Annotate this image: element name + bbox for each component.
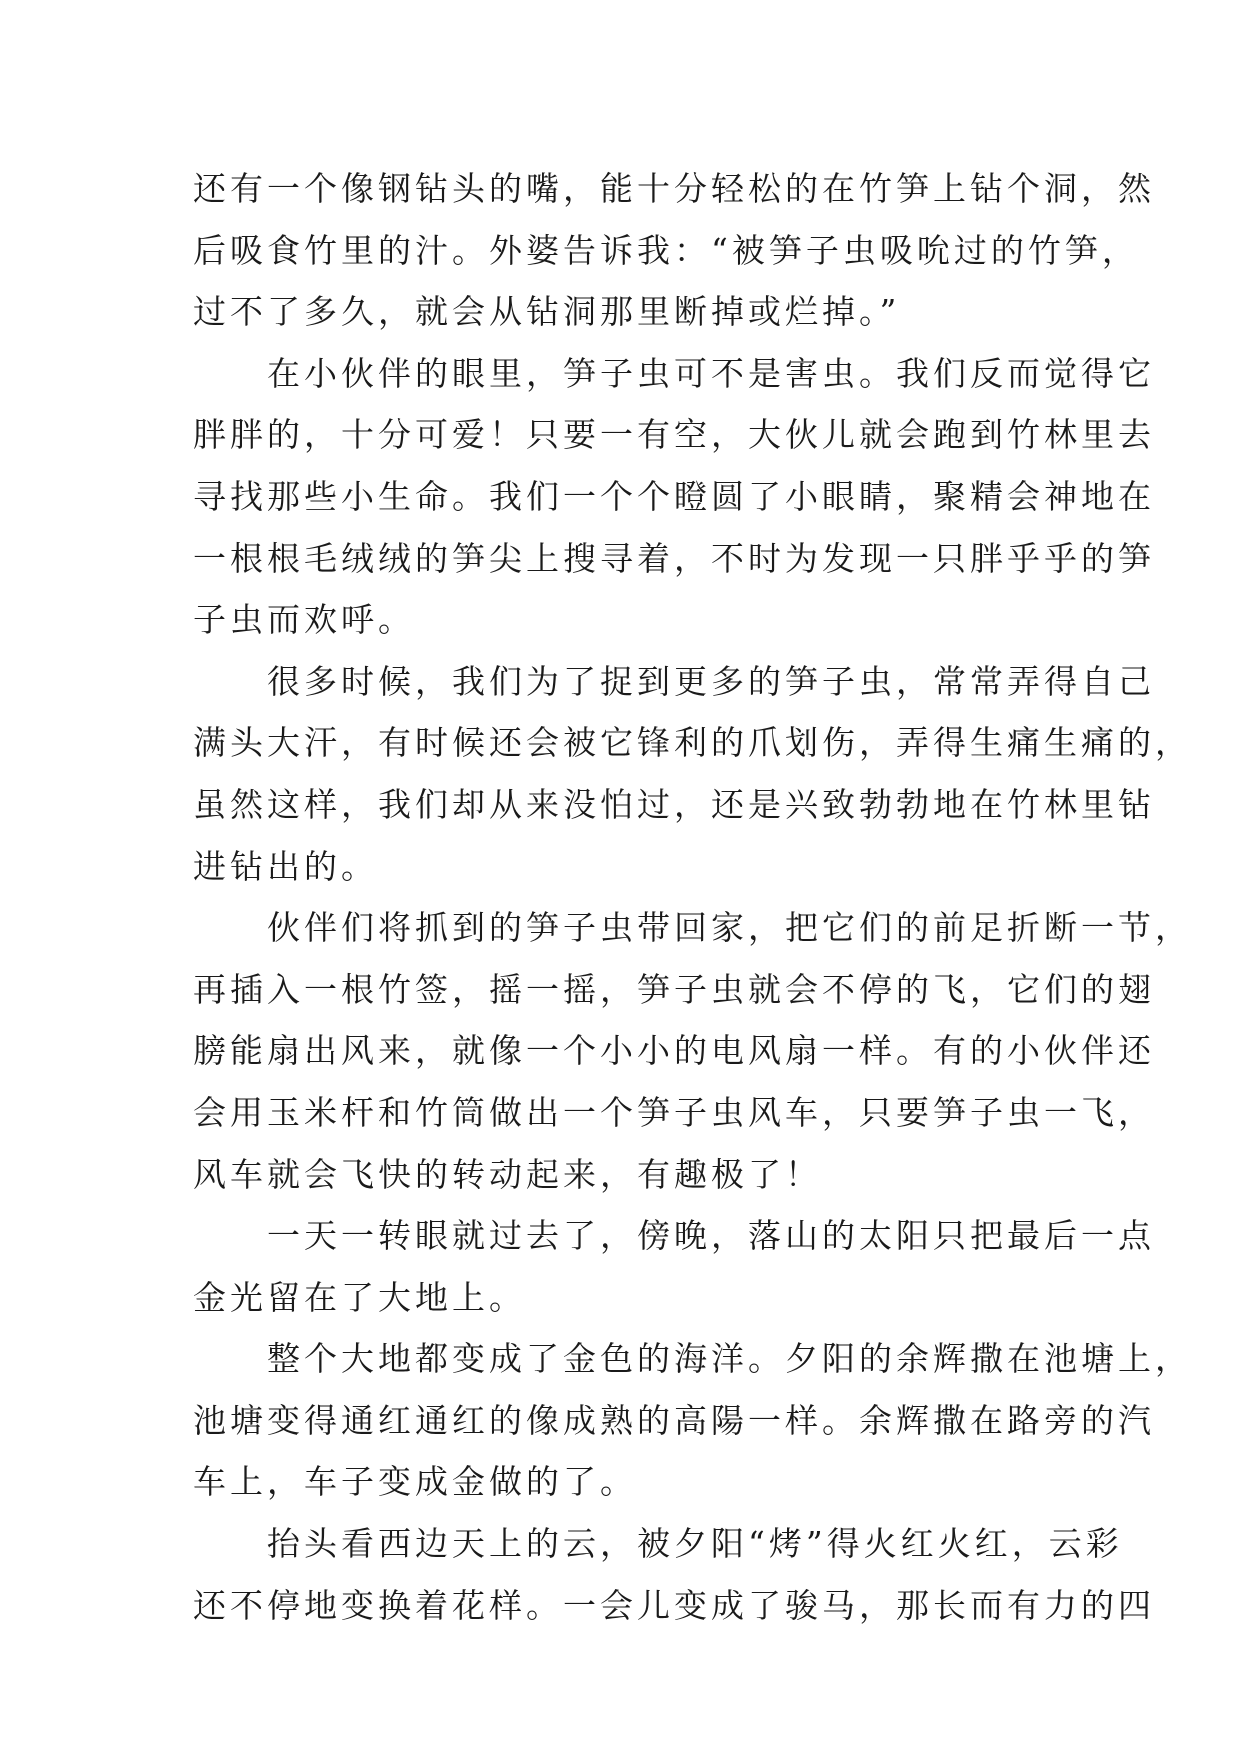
text-line: 再插入一根竹签，摇一摇，笋子虫就会不停的飞，它们的翅	[193, 969, 1155, 1009]
body-text	[193, 158, 1192, 1636]
text-line: 膀能扇出风来，就像一个小小的电风扇一样。有的小伙伴还	[193, 1031, 1155, 1071]
text-line: 金光留在了大地上。	[193, 1277, 526, 1317]
text-line: 伙伴们将抓到的笋子虫带回家，把它们的前足折断一节，	[193, 908, 1192, 948]
text-line: 寻找那些小生命。我们一个个瞪圆了小眼睛，聚精会神地在	[193, 476, 1155, 516]
text-line: 一天一转眼就过去了，傍晚，落山的太阳只把最后一点	[193, 1216, 1155, 1256]
text-line: 子虫而欢呼。	[193, 600, 415, 640]
text-line: 车上，车子变成金做的了。	[193, 1462, 637, 1502]
text-line: 会用玉米杆和竹筒做出一个笋子虫风车，只要笋子虫一飞，	[193, 1092, 1155, 1132]
text-line: 还有一个像钢钻头的嘴，能十分轻松的在竹笋上钻个洞，然	[193, 169, 1155, 208]
text-line: 很多时候，我们为了捉到更多的笋子虫，常常弄得自己	[193, 661, 1155, 701]
text-line: 还不停地变换着花样。一会儿变成了骏马，那长而有力的四	[193, 1585, 1155, 1625]
text-line: 风车就会飞快的转动起来，有趣极了！	[193, 1154, 822, 1194]
text-line: 在小伙伴的眼里，笋子虫可不是害虫。我们反而觉得它	[193, 353, 1155, 393]
text-line: 进钻出的。	[193, 846, 378, 886]
text-line: 一根根毛绒绒的笋尖上搜寻着，不时为发现一只胖乎乎的笋	[193, 538, 1155, 578]
text-line: 抬头看西边天上的云，被夕阳“烤”得火红火红，云彩	[193, 1524, 1123, 1564]
text-line: 满头大汗，有时候还会被它锋利的爪划伤，弄得生痛生痛的，	[193, 723, 1192, 763]
text-line: 胖胖的，十分可爱！只要一有空，大伙儿就会跑到竹林里去	[193, 415, 1155, 455]
text-line: 整个大地都变成了金色的海洋。夕阳的余辉撒在池塘上，	[193, 1339, 1192, 1379]
text-line: 过不了多久，就会从钻洞那里断掉或烂掉。”	[193, 292, 901, 332]
text-line: 虽然这样，我们却从来没怕过，还是兴致勃勃地在竹林里钻	[193, 784, 1155, 824]
text-line: 后吸食竹里的汁。外婆告诉我：“被笋子虫吸吮过的竹笋，	[193, 230, 1139, 270]
text-line: 池塘变得通红通红的像成熟的高陽一样。余辉撒在路旁的汽	[193, 1400, 1155, 1440]
